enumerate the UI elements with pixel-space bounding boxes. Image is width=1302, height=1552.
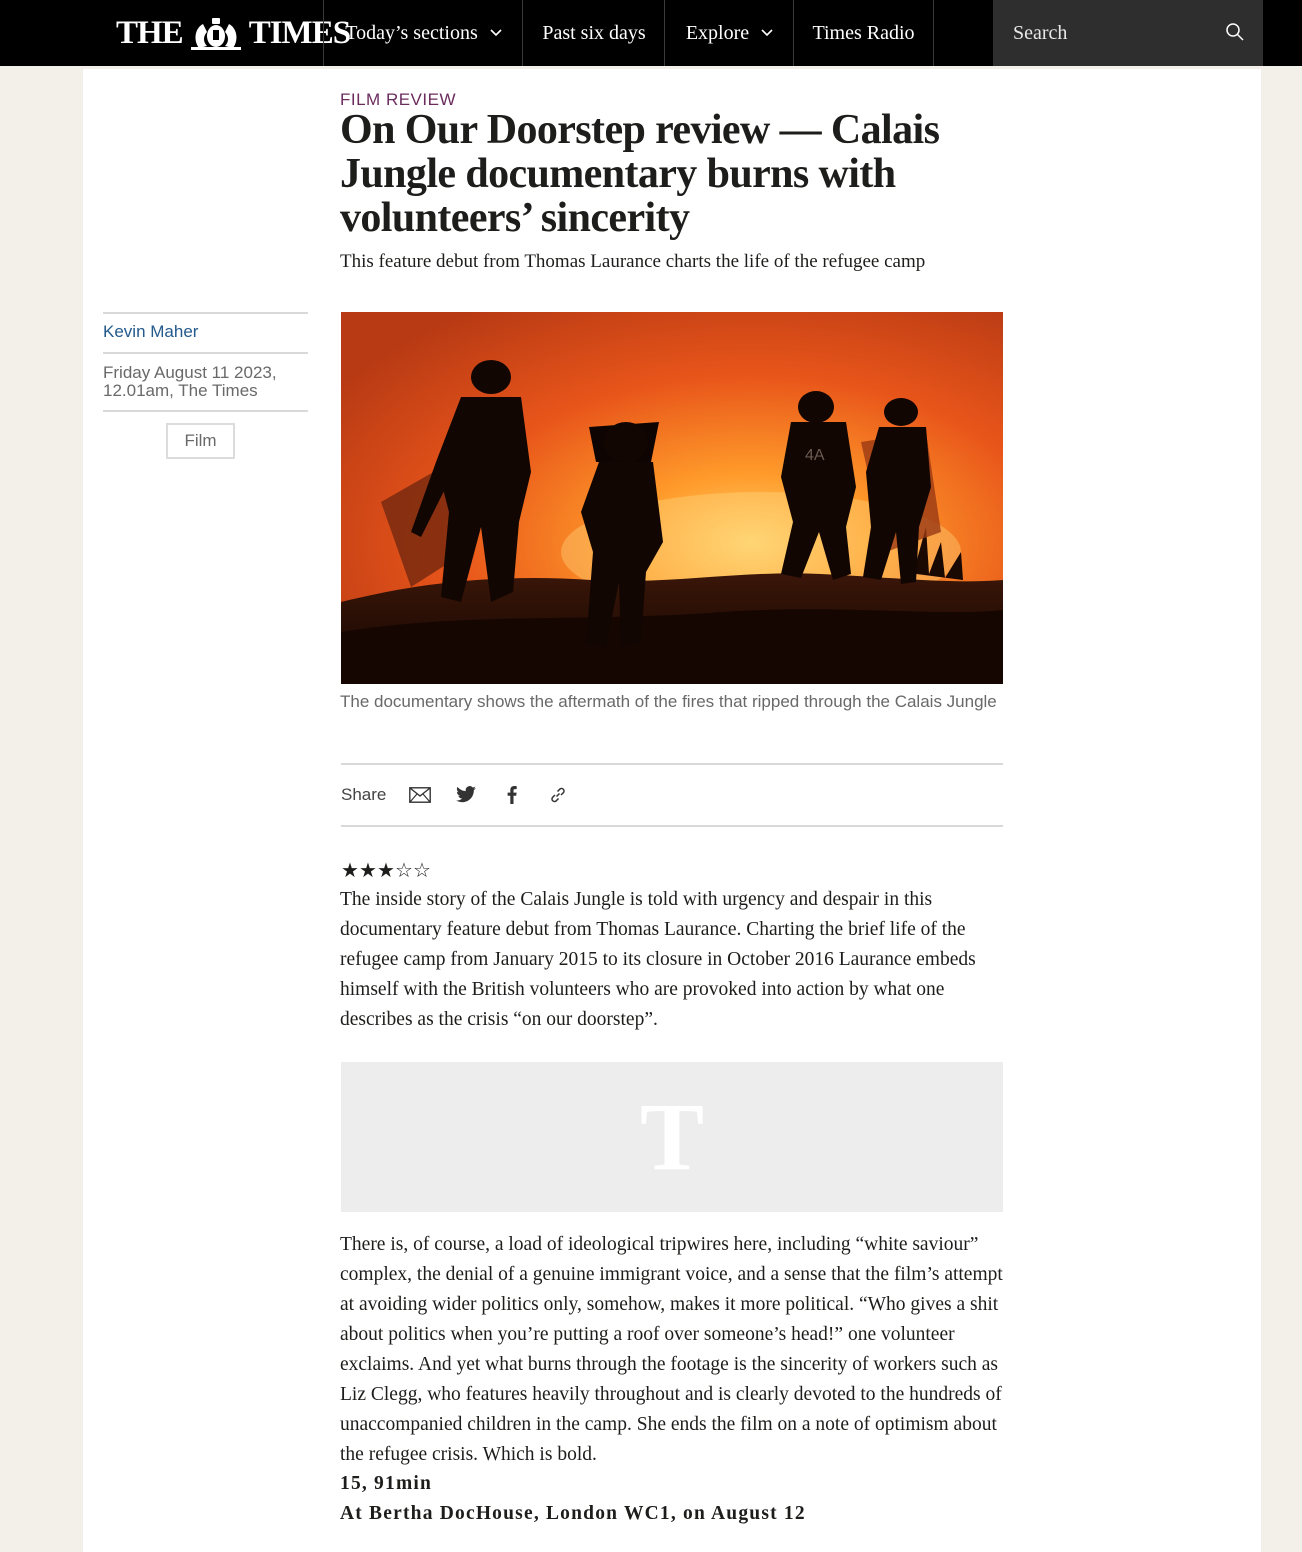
author-link[interactable]: Kevin Maher xyxy=(103,322,199,341)
nav-explore[interactable] xyxy=(664,0,794,66)
star-empty-icon: ☆ xyxy=(395,858,411,882)
section-label[interactable]: FILM REVIEW xyxy=(340,90,457,109)
divider xyxy=(103,410,308,412)
fire-silhouette-scene xyxy=(341,312,1003,684)
the-times-logo[interactable] xyxy=(116,10,350,56)
share-bar xyxy=(341,763,1003,827)
film-info-venue: At Bertha DocHouse, London WC1, on August 12 xyxy=(340,1503,806,1524)
times-t-logo: T xyxy=(639,1083,705,1190)
star-filled-icon: ★ xyxy=(377,858,393,882)
nav-past-six-days[interactable] xyxy=(522,0,665,66)
link-icon[interactable] xyxy=(546,785,570,805)
chevron-down-icon xyxy=(761,29,773,37)
chevron-down-icon xyxy=(490,29,502,37)
ad-placeholder xyxy=(341,1062,1003,1212)
star-empty-icon: ☆ xyxy=(413,858,429,882)
article-paragraph: There is, of course, a load of ideological tripwires here, including “white saviour” complex, the denial of a genuine immigrant voice, and a sense that the film’s attempt at avoiding wider politics only, somehow, makes it more political. “Who gives a shit about politics when you’re putting a roof over someone’s head!” one volunteer exclaims. And yet what burns through the footage is the sincerity of workers such as Liz Clegg, who features heavily throughout and is clearly devoted to the hundreds of unaccompanied children in the camp. She ends the film on a note of optimism about the refugee crisis. Which is bold. xyxy=(340,1234,1003,1465)
uniform-marking-text: 4A xyxy=(805,447,825,464)
publish-date: Friday August 11 2023, 12.01am, The Times xyxy=(103,363,277,400)
logo-text-times: TIMES xyxy=(248,14,351,51)
search-icon[interactable] xyxy=(1225,22,1245,42)
share-label: Share xyxy=(341,785,387,804)
article-headline: On Our Doorstep review — Calais Jungle documentary burns with volunteers’ sincerity xyxy=(340,107,940,241)
twitter-icon[interactable] xyxy=(454,785,478,805)
article-paragraph: The inside story of the Calais Jungle is told with urgency and despair in this documentary feature debut from Thomas Laurance. Charting the brief life of the refugee camp from January 2015 to its closure in October 2016 Laurance embeds himself with the British volunteers who are provoked into action by what one describes as the crisis “on our doorstep”. xyxy=(340,889,976,1030)
nav-times-radio-label: Times Radio xyxy=(812,21,915,44)
search-input[interactable] xyxy=(1011,21,1215,46)
star-filled-icon: ★ xyxy=(341,858,357,882)
search-box xyxy=(993,0,1263,66)
facebook-icon[interactable] xyxy=(500,785,524,805)
tag-film-button[interactable]: Film xyxy=(166,423,235,459)
film-info-rating-runtime: 15, 91min xyxy=(340,1473,433,1494)
logo-text-the: THE xyxy=(116,14,183,51)
article-standfirst: This feature debut from Thomas Laurance charts the life of the refugee camp xyxy=(340,251,926,272)
email-icon[interactable] xyxy=(408,785,432,805)
star-filled-icon: ★ xyxy=(359,858,375,882)
hero-image xyxy=(341,312,1003,684)
nav-explore-label: Explore xyxy=(685,21,750,44)
royal-crest-icon xyxy=(185,14,247,52)
nav-times-radio[interactable] xyxy=(793,0,934,66)
nav-past-six-days-label: Past six days xyxy=(542,21,646,44)
nav-todays-sections[interactable] xyxy=(323,0,523,66)
image-caption: The documentary shows the aftermath of the fires that ripped through the Calais Jungle xyxy=(340,692,997,711)
star-rating xyxy=(340,858,430,882)
nav-todays-sections-label: Today’s sections xyxy=(345,21,478,44)
byline-column xyxy=(103,312,308,412)
top-navigation-bar xyxy=(0,0,1302,66)
